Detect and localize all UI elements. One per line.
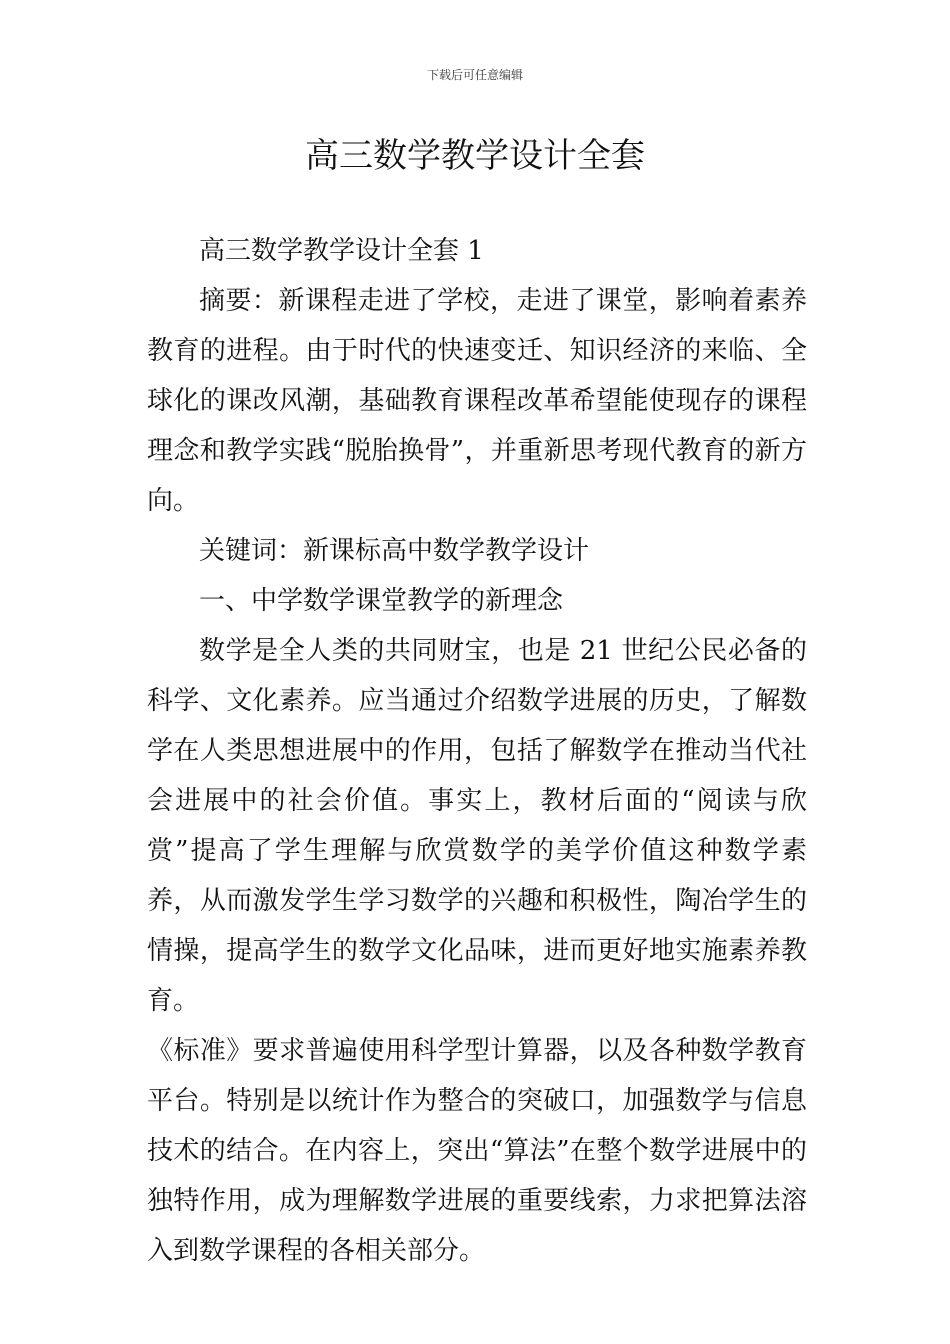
document-title: 高三数学教学设计全套 <box>305 136 645 176</box>
keywords-paragraph: 关键词：新课标高中数学教学设计 <box>199 536 590 566</box>
body-paragraph: 《标准》要求普遍使用科学型计算器，以及各种数学教育平台。特别是以统计作为整合的突破口，加强数学与信息技术的结合。在内容上，突出“算法”在整个数学进展中的独特作用，成为理解数学进展的重要线索，力求把算法溶入到数学课程的各相关部分。 <box>147 1036 807 1266</box>
subsection-heading: 一、中学数学课堂教学的新理念 <box>199 586 564 616</box>
body-paragraph: 数学是全人类的共同财宝，也是 21 世纪公民必备的科学、文化素养。应当通过介绍数学进展的历史，了解数学在人类思想进展中的作用，包括了解数学在推动当代社会进展中的社会价值。事实上，教材后面的“阅读与欣赏”提高了学生理解与欣赏数学的美学价值这种数学素养，从而激发学生学习数学的兴趣和积极性，陶冶学生的情操，提高学生的数学文化品味，进而更好地实施素养教育。 <box>147 636 807 1016</box>
abstract-paragraph: 摘要：新课程走进了学校，走进了课堂，影响着素养教育的进程。由于时代的快速变迁、知识经济的来临、全球化的课改风潮，基础教育课程改革希望能使现存的课程理念和教学实践“脱胎换骨”，并重新思考现代教育的新方向。 <box>147 286 807 516</box>
header-note: 下载后可任意编辑 <box>426 68 523 82</box>
section-heading: 高三数学教学设计全套 1 <box>199 236 484 266</box>
document-body <box>147 226 807 1276</box>
